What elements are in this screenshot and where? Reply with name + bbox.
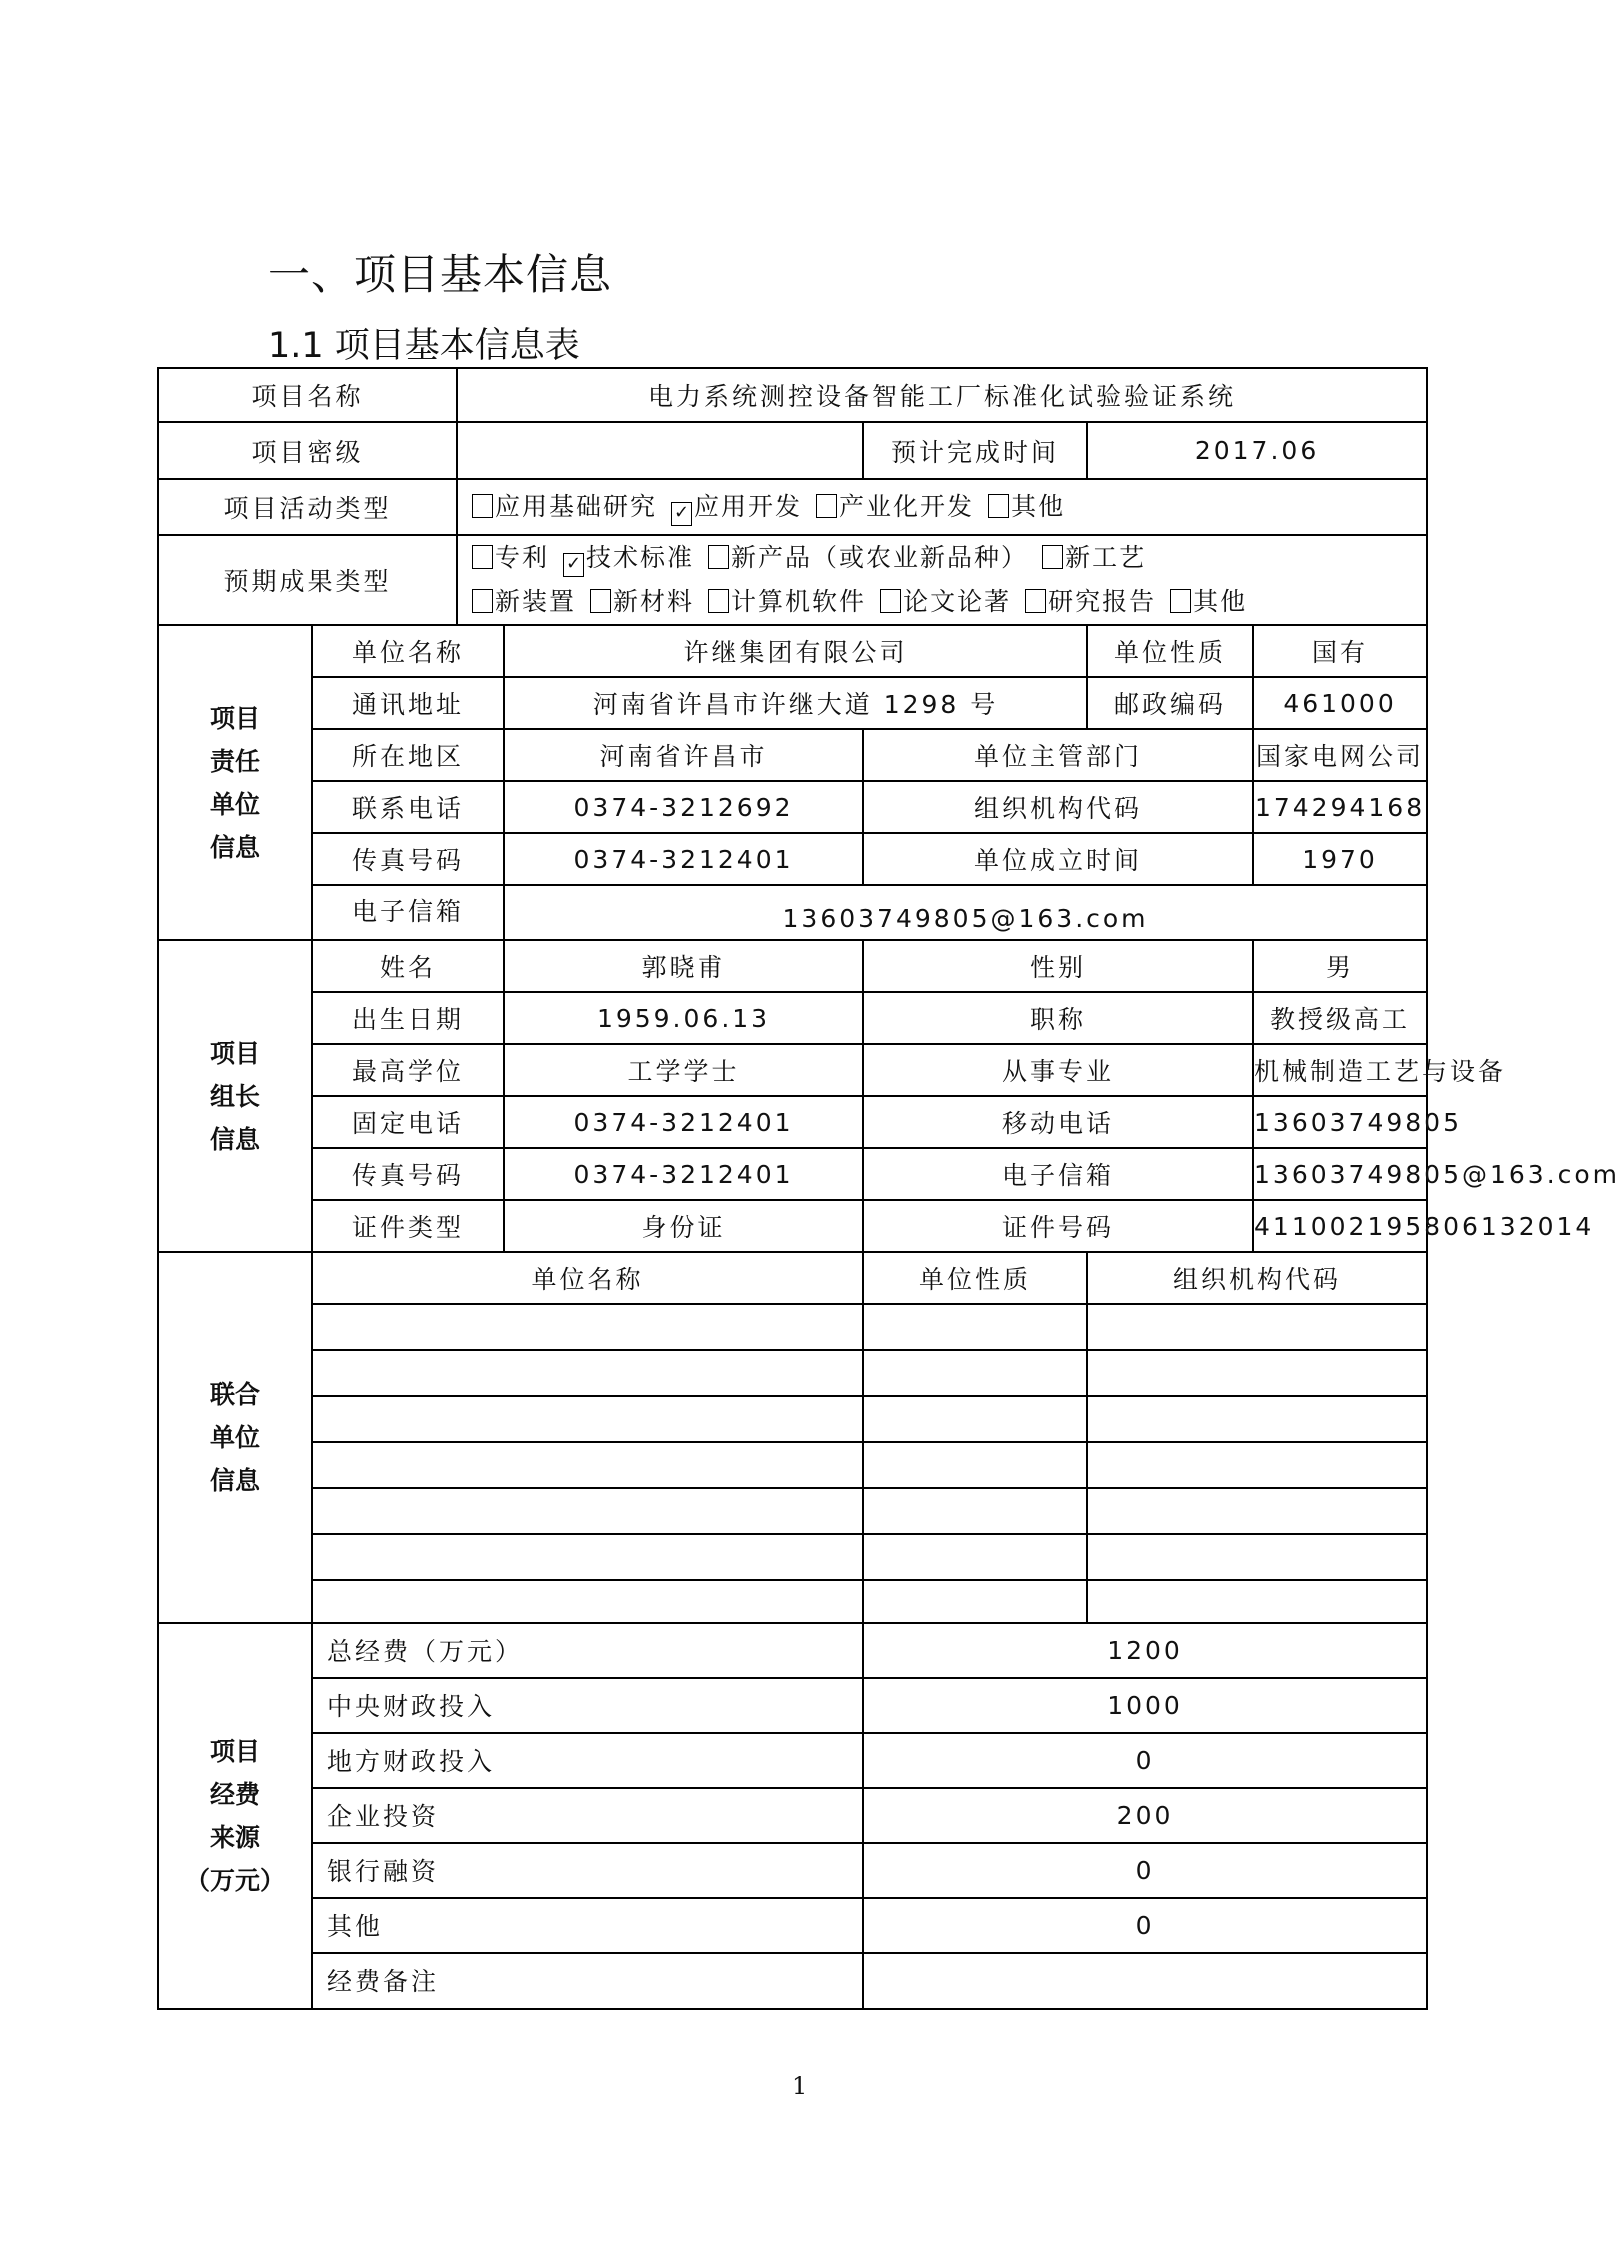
established-value[interactable]: 1970 <box>1253 833 1427 885</box>
checkbox-icon[interactable] <box>816 494 837 518</box>
field-value[interactable]: 教授级高工 <box>1253 992 1427 1044</box>
joint-unit-name[interactable] <box>312 1442 863 1488</box>
finish-time-label: 预计完成时间 <box>863 422 1087 479</box>
funding-value[interactable]: 1200 <box>863 1623 1427 1678</box>
group-line: 来源 <box>209 1823 260 1852</box>
joint-group-label <box>158 1252 312 1623</box>
fax-label: 传真号码 <box>312 833 504 885</box>
region-label: 所在地区 <box>312 729 504 781</box>
checkbox-icon[interactable] <box>1170 589 1191 613</box>
field-label: 职称 <box>863 992 1253 1044</box>
group-line: 信息 <box>209 1124 260 1154</box>
checked-box-icon[interactable]: ✓ <box>563 553 584 577</box>
option-checkbox[interactable] <box>708 536 1028 580</box>
funding-group-label <box>158 1623 312 2009</box>
option-checkbox[interactable] <box>1025 580 1156 624</box>
funding-label: 企业投资 <box>312 1788 863 1843</box>
field-label: 移动电话 <box>863 1096 1253 1148</box>
joint-unit-org-code[interactable] <box>1087 1442 1427 1488</box>
funding-row <box>158 1953 1427 2009</box>
option-label: 产业化开发 <box>839 492 975 521</box>
fax-value[interactable]: 0374-3212401 <box>504 833 863 885</box>
unit-group-label <box>158 625 312 940</box>
funding-label: 中央财政投入 <box>312 1678 863 1733</box>
funding-row <box>158 1788 1427 1843</box>
leader-row <box>158 992 1427 1044</box>
joint-unit-row <box>158 1488 1427 1534</box>
joint-unit-org-code[interactable] <box>1087 1580 1427 1623</box>
field-value[interactable]: 0374-3212401 <box>504 1096 863 1148</box>
funding-row <box>158 1678 1427 1733</box>
joint-unit-nature[interactable] <box>863 1534 1087 1580</box>
joint-unit-org-code[interactable] <box>1087 1534 1427 1580</box>
joint-unit-row <box>158 1396 1427 1442</box>
field-label: 最高学位 <box>312 1044 504 1096</box>
leader-row <box>158 1148 1427 1200</box>
secret-level-label: 项目密级 <box>158 422 457 479</box>
funding-value[interactable]: 0 <box>863 1733 1427 1788</box>
joint-unit-name[interactable] <box>312 1350 863 1396</box>
group-line: 项目 <box>209 1737 260 1766</box>
option-checkbox[interactable] <box>1170 580 1247 624</box>
group-line: 经费 <box>209 1780 260 1809</box>
option-label: 应用基础研究 <box>495 492 658 521</box>
option-checkbox[interactable] <box>590 580 694 624</box>
option-label: 新装置 <box>495 587 577 616</box>
email-value[interactable]: 13603749805@163.com <box>504 885 1427 940</box>
joint-unit-row <box>158 1534 1427 1580</box>
funding-label: 经费备注 <box>312 1953 863 2009</box>
option-label: 应用开发 <box>694 492 803 521</box>
checkbox-icon[interactable] <box>472 545 493 569</box>
group-line: （万元） <box>184 1866 285 1895</box>
joint-unit-name[interactable] <box>312 1304 863 1350</box>
field-value[interactable]: 1959.06.13 <box>504 992 863 1044</box>
section-heading: 一、项目基本信息 <box>268 250 613 299</box>
group-line: 信息 <box>209 1466 260 1495</box>
zip-label: 邮政编码 <box>1087 677 1253 729</box>
option-label: 新产品（或农业新品种） <box>731 543 1029 572</box>
established-label: 单位成立时间 <box>863 833 1253 885</box>
group-line: 责任 <box>209 746 260 776</box>
region-value[interactable]: 河南省许昌市 <box>504 729 863 781</box>
unit-name-value[interactable]: 许继集团有限公司 <box>504 625 1087 677</box>
joint-unit-name[interactable] <box>312 1534 863 1580</box>
joint-unit-nature[interactable] <box>863 1488 1087 1534</box>
checkbox-icon[interactable] <box>1042 545 1063 569</box>
funding-value[interactable]: 1000 <box>863 1678 1427 1733</box>
group-line: 单位 <box>209 789 260 819</box>
field-label: 固定电话 <box>312 1096 504 1148</box>
checkbox-icon[interactable] <box>1025 589 1046 613</box>
option-checkbox[interactable] <box>472 485 657 529</box>
field-label: 证件号码 <box>863 1200 1253 1252</box>
option-checkbox[interactable] <box>1042 536 1146 580</box>
org-code-value[interactable]: 174294168 <box>1253 781 1427 833</box>
checked-box-icon[interactable]: ✓ <box>671 502 692 526</box>
field-value[interactable]: 13603749805 <box>1253 1096 1427 1148</box>
joint-unit-row <box>158 1252 1427 1304</box>
joint-unit-row <box>158 1442 1427 1488</box>
group-line: 单位 <box>209 1423 260 1452</box>
address-label: 通讯地址 <box>312 677 504 729</box>
option-label: 新材料 <box>613 587 695 616</box>
checkbox-icon[interactable] <box>472 494 493 518</box>
field-label: 出生日期 <box>312 992 504 1044</box>
column-header: 单位性质 <box>863 1252 1087 1304</box>
checkbox-icon[interactable] <box>708 545 729 569</box>
joint-unit-org-code[interactable] <box>1087 1396 1427 1442</box>
checkbox-icon[interactable] <box>472 589 493 613</box>
activity-type-label: 项目活动类型 <box>158 479 457 535</box>
page-number: 1 <box>792 2072 808 2100</box>
joint-unit-org-code[interactable] <box>1087 1350 1427 1396</box>
option-label: 专利 <box>495 543 550 572</box>
field-value[interactable]: 男 <box>1253 940 1427 992</box>
funding-label: 银行融资 <box>312 1843 863 1898</box>
option-label: 其他 <box>1011 492 1066 521</box>
field-value[interactable]: 13603749805@163.com <box>1253 1148 1427 1200</box>
field-label: 传真号码 <box>312 1148 504 1200</box>
group-line: 信息 <box>209 832 260 862</box>
option-label: 其他 <box>1193 587 1248 616</box>
project-info-table <box>157 367 1620 2010</box>
option-label: 新工艺 <box>1065 543 1147 572</box>
option-checkbox[interactable] <box>880 580 1011 624</box>
funding-value[interactable]: 200 <box>863 1788 1427 1843</box>
org-code-label: 组织机构代码 <box>863 781 1253 833</box>
dept-label: 单位主管部门 <box>863 729 1253 781</box>
option-checkbox[interactable] <box>671 485 802 529</box>
result-type-label: 预期成果类型 <box>158 535 457 625</box>
option-label: 技术标准 <box>586 543 695 572</box>
joint-unit-name[interactable] <box>312 1396 863 1442</box>
option-checkbox[interactable] <box>563 536 694 580</box>
joint-unit-row <box>158 1350 1427 1396</box>
group-line: 项目 <box>209 703 260 733</box>
funding-value[interactable]: 0 <box>863 1898 1427 1953</box>
phone-label: 联系电话 <box>312 781 504 833</box>
joint-unit-nature[interactable] <box>863 1350 1087 1396</box>
zip-value[interactable]: 461000 <box>1253 677 1427 729</box>
unit-nature-label: 单位性质 <box>1087 625 1253 677</box>
joint-unit-nature[interactable] <box>863 1580 1087 1623</box>
leader-group-label <box>158 940 312 1252</box>
group-line: 组长 <box>209 1081 260 1111</box>
field-value[interactable]: 机械制造工艺与设备 <box>1253 1044 1427 1096</box>
leader-row <box>158 1096 1427 1148</box>
joint-unit-nature[interactable] <box>863 1304 1087 1350</box>
group-line: 联合 <box>209 1380 260 1409</box>
field-value[interactable]: 身份证 <box>504 1200 863 1252</box>
field-value[interactable]: 411002195806132014 <box>1253 1200 1427 1252</box>
joint-unit-org-code[interactable] <box>1087 1304 1427 1350</box>
joint-unit-nature[interactable] <box>863 1396 1087 1442</box>
address-value[interactable]: 河南省许昌市许继大道 1298 号 <box>504 677 1087 729</box>
option-checkbox[interactable] <box>472 536 549 580</box>
secret-level-value[interactable] <box>457 422 863 479</box>
result-type-options <box>457 535 1427 625</box>
funding-row <box>158 1733 1427 1788</box>
joint-unit-row <box>158 1580 1427 1623</box>
field-label: 性别 <box>863 940 1253 992</box>
table-title: 1.1 项目基本信息表 <box>268 326 580 366</box>
option-label: 研究报告 <box>1048 587 1157 616</box>
leader-row <box>158 940 1427 992</box>
option-checkbox[interactable] <box>816 485 974 529</box>
column-header: 单位名称 <box>312 1252 863 1304</box>
field-value[interactable]: 0374-3212401 <box>504 1148 863 1200</box>
group-line: 项目 <box>209 1038 260 1068</box>
joint-unit-org-code[interactable] <box>1087 1488 1427 1534</box>
checkbox-icon[interactable] <box>988 494 1009 518</box>
field-value[interactable]: 工学学士 <box>504 1044 863 1096</box>
unit-name-label: 单位名称 <box>312 625 504 677</box>
field-label: 从事专业 <box>863 1044 1253 1096</box>
project-name-label: 项目名称 <box>158 368 457 422</box>
funding-label: 其他 <box>312 1898 863 1953</box>
joint-unit-nature[interactable] <box>863 1442 1087 1488</box>
checkbox-icon[interactable] <box>708 589 729 613</box>
field-label: 证件类型 <box>312 1200 504 1252</box>
funding-label: 总经费（万元） <box>312 1623 863 1678</box>
joint-unit-name[interactable] <box>312 1580 863 1623</box>
field-label: 姓名 <box>312 940 504 992</box>
unit-nature-value[interactable]: 国有 <box>1253 625 1427 677</box>
joint-unit-row <box>158 1304 1427 1350</box>
funding-value[interactable] <box>863 1953 1427 2009</box>
option-checkbox[interactable] <box>708 580 866 624</box>
activity-type-options <box>457 479 1427 535</box>
project-name-value[interactable]: 电力系统测控设备智能工厂标准化试验验证系统 <box>457 368 1427 422</box>
funding-row <box>158 1898 1427 1953</box>
field-label: 电子信箱 <box>863 1148 1253 1200</box>
email-label: 电子信箱 <box>312 885 504 940</box>
dept-value[interactable]: 国家电网公司 <box>1253 729 1427 781</box>
funding-row <box>158 1843 1427 1898</box>
funding-value[interactable]: 0 <box>863 1843 1427 1898</box>
leader-row <box>158 1200 1427 1252</box>
funding-label: 地方财政投入 <box>312 1733 863 1788</box>
option-checkbox[interactable] <box>472 580 576 624</box>
funding-row <box>158 1623 1427 1678</box>
leader-row <box>158 1044 1427 1096</box>
field-value[interactable]: 郭晓甫 <box>504 940 863 992</box>
joint-unit-name[interactable] <box>312 1488 863 1534</box>
checkbox-icon[interactable] <box>880 589 901 613</box>
option-checkbox[interactable] <box>988 485 1065 529</box>
checkbox-icon[interactable] <box>590 589 611 613</box>
column-header: 组织机构代码 <box>1087 1252 1427 1304</box>
finish-time-value[interactable]: 2017.06 <box>1087 422 1427 479</box>
phone-value[interactable]: 0374-3212692 <box>504 781 863 833</box>
option-label: 计算机软件 <box>731 587 867 616</box>
option-label: 论文论著 <box>903 587 1012 616</box>
